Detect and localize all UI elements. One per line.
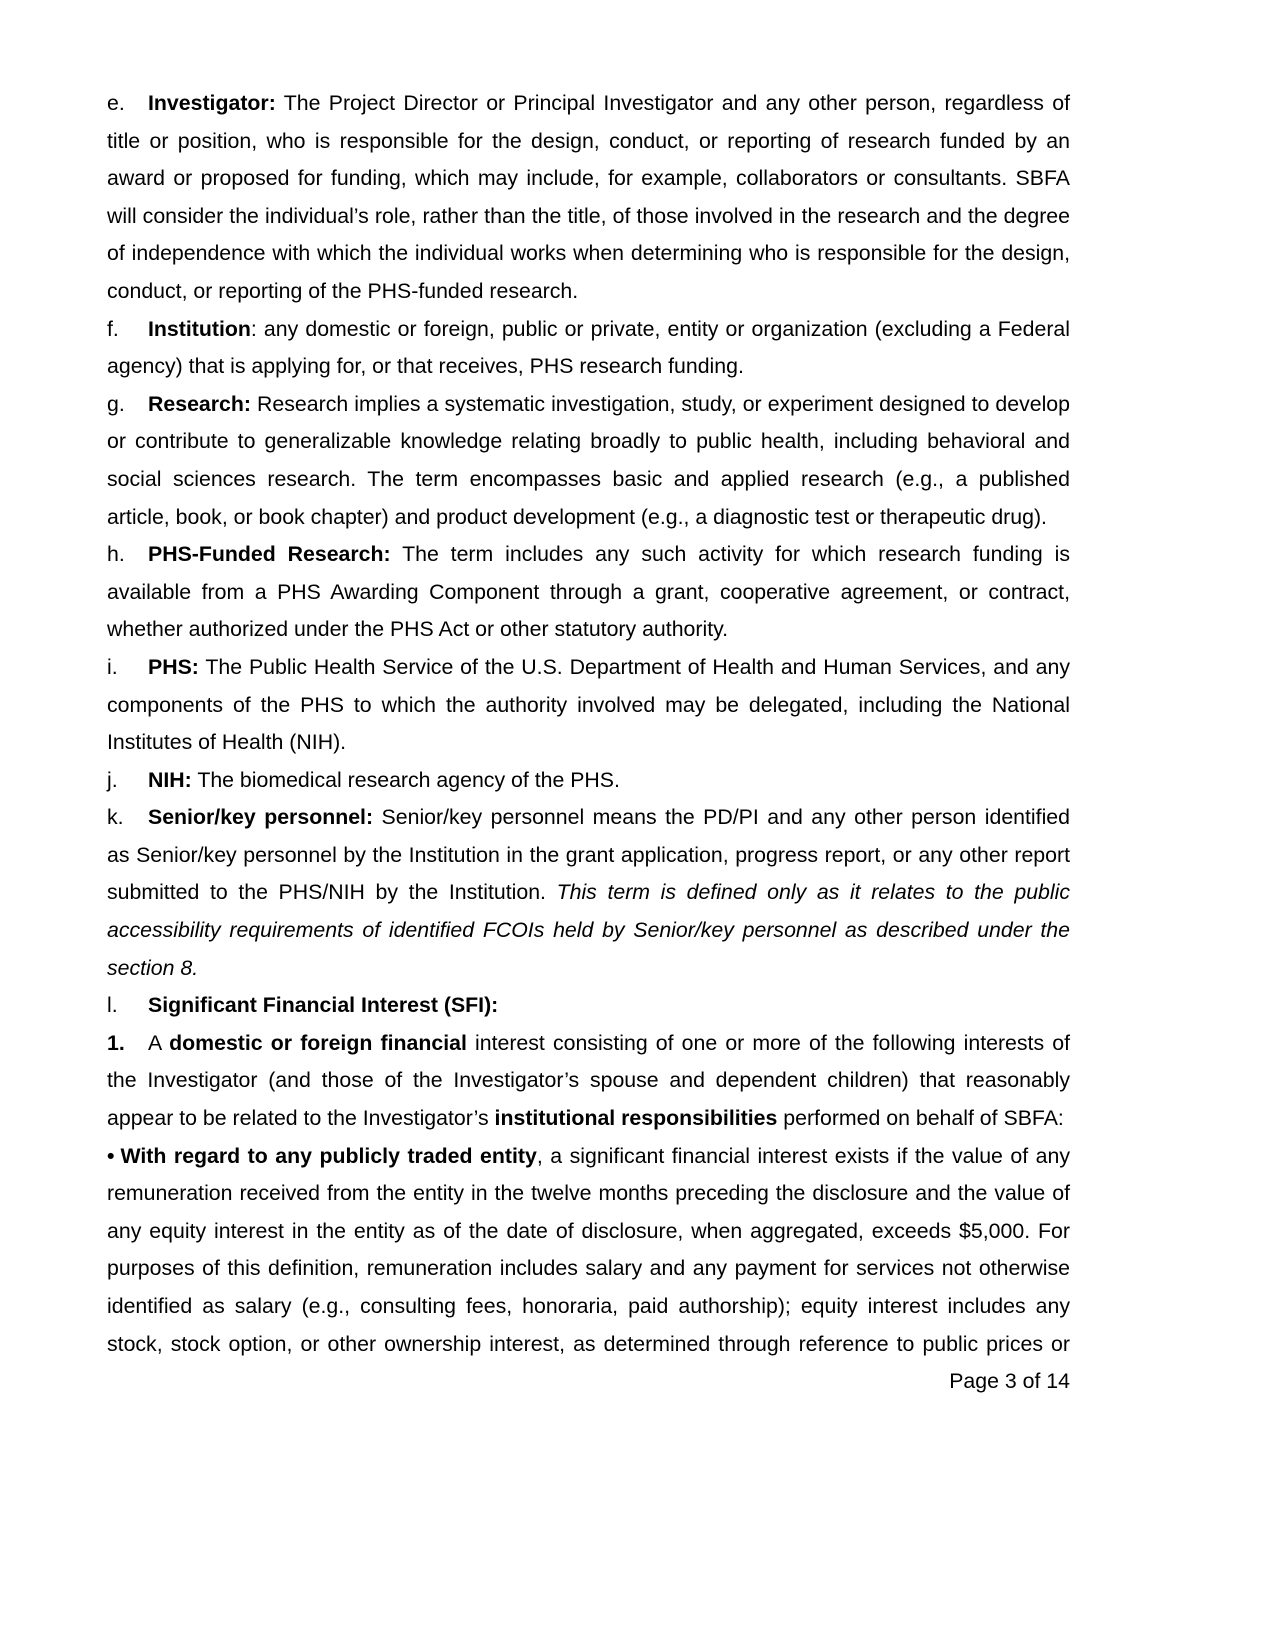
bullet-publicly-traded-entity — [107, 1138, 1070, 1364]
definition-text-nih: The biomedical research agency of the PHS. — [191, 767, 620, 792]
definition-term-senior-key-personnel: Senior/key personnel: — [148, 805, 374, 830]
definition-term-institution: Institution — [148, 316, 251, 341]
definition-term-investigator: Investigator: — [148, 91, 276, 115]
item-1-text-tail: performed on behalf of SBFA: — [777, 1106, 1064, 1131]
definition-senior-key-personnel — [107, 799, 1070, 987]
definition-nih — [107, 762, 1070, 800]
definition-sfi-heading — [107, 987, 1070, 1025]
definition-term-phs: PHS: — [148, 654, 199, 679]
bullet-icon: • — [107, 1143, 115, 1168]
list-marker-l: l. — [107, 993, 118, 1018]
definition-italic-senior-key-personnel: This term is defined only as it relates to the public accessibility requirements of identified FCOIs held by Senior/key personnel as described under the section 8. — [107, 880, 1070, 980]
definition-text-research: Research implies a systematic investigation, study, or experiment designed to develop or contribute to generalizable knowledge relating broadly to public health, including behavioral and social sciences research. The term encompasses basic and applied research (e.g., a published article, book, or book chapter) and product development (e.g., a diagnostic test or therapeutic drug). — [107, 391, 1070, 529]
item-1-bold-institutional-responsibilities: institutional responsibilities — [494, 1106, 778, 1131]
list-marker-j: j. — [107, 767, 118, 792]
definition-investigator — [107, 85, 1070, 311]
definition-research — [107, 386, 1070, 536]
definition-text-institution: : any domestic or foreign, public or private, entity or organization (excluding a Federal agency) that is applying for, or that receives, PHS research funding. — [107, 316, 1070, 379]
definition-phs — [107, 649, 1070, 762]
bullet-text: , a significant financial interest exists if the value of any remuneration received from the entity in the twelve months preceding the disclosure and the value of any equity interest in the entity as of the date of disclosure, when aggregated, exceeds $5,000. For purposes of this definition, remuneration includes salary and any payment for services not otherwise identified as salary (e.g., consulting fees, honoraria, paid authorship); equity interest includes any stock, stock option, or other ownership interest, as determined through reference to public prices or — [107, 1143, 1070, 1356]
page-number: Page 3 of 14 — [949, 1369, 1070, 1394]
list-marker-f: f. — [107, 316, 119, 341]
definition-text-phs: The Public Health Service of the U.S. Department of Health and Human Services, and any components of the PHS to which the authority involved may be delegated, including the National Institutes of Health (NIH). — [107, 654, 1070, 755]
list-marker-1: 1. — [107, 1030, 125, 1055]
item-1-text-middle: interest consisting of one or more of the following interests of the Investigator (and those of the Investigator’s spouse and dependent children) that reasonably appear to be related to the Investigator’s — [107, 1030, 1070, 1131]
definition-phs-funded-research — [107, 536, 1070, 649]
definition-text-phs-funded-research: The term includes any such activity for which research funding is available from a PHS Awarding Component through a grant, cooperative agreement, or contract, whether authorized under the PHS Act or other statutory authority. — [107, 542, 1070, 642]
list-marker-i: i. — [107, 654, 118, 679]
definition-text-senior-key-personnel: Senior/key personnel means the PD/PI and any other person identified as Senior/key personnel by the Institution in the grant application, progress report, or any other report submitted to the PHS/NIH by the Institution. — [107, 805, 1070, 905]
definition-institution — [107, 311, 1070, 386]
item-1-lead-text: A — [148, 1030, 170, 1055]
item-1-bold-domestic-foreign: domestic or foreign financial — [169, 1030, 467, 1055]
bullet-bold-lead: With regard to any publicly traded entity — [120, 1143, 537, 1168]
list-marker-g: g. — [107, 391, 125, 416]
definition-term-research: Research: — [148, 391, 251, 416]
definition-term-nih: NIH: — [148, 767, 192, 792]
list-marker-k: k. — [107, 805, 124, 830]
definition-term-phs-funded-research: PHS-Funded Research: — [148, 542, 391, 567]
definition-text-investigator: The Project Director or Principal Investigator and any other person, regardless of title or position, who is responsible for the design, conduct, or reporting of research funded by an award or proposed for funding, which may include, for example, collaborators or consultants. SBFA will consider the individual’s role, rather than the title, of those involved in the research and the degree of independence with which the individual works when determining who is responsible for the design, conduct, or reporting of the PHS-funded research. — [107, 91, 1070, 303]
list-marker-e: e. — [107, 91, 125, 115]
sfi-numbered-item-1 — [107, 1025, 1070, 1138]
list-marker-h: h. — [107, 542, 125, 567]
definition-term-sfi: Significant Financial Interest (SFI): — [148, 993, 499, 1018]
document-body — [107, 85, 1070, 1401]
